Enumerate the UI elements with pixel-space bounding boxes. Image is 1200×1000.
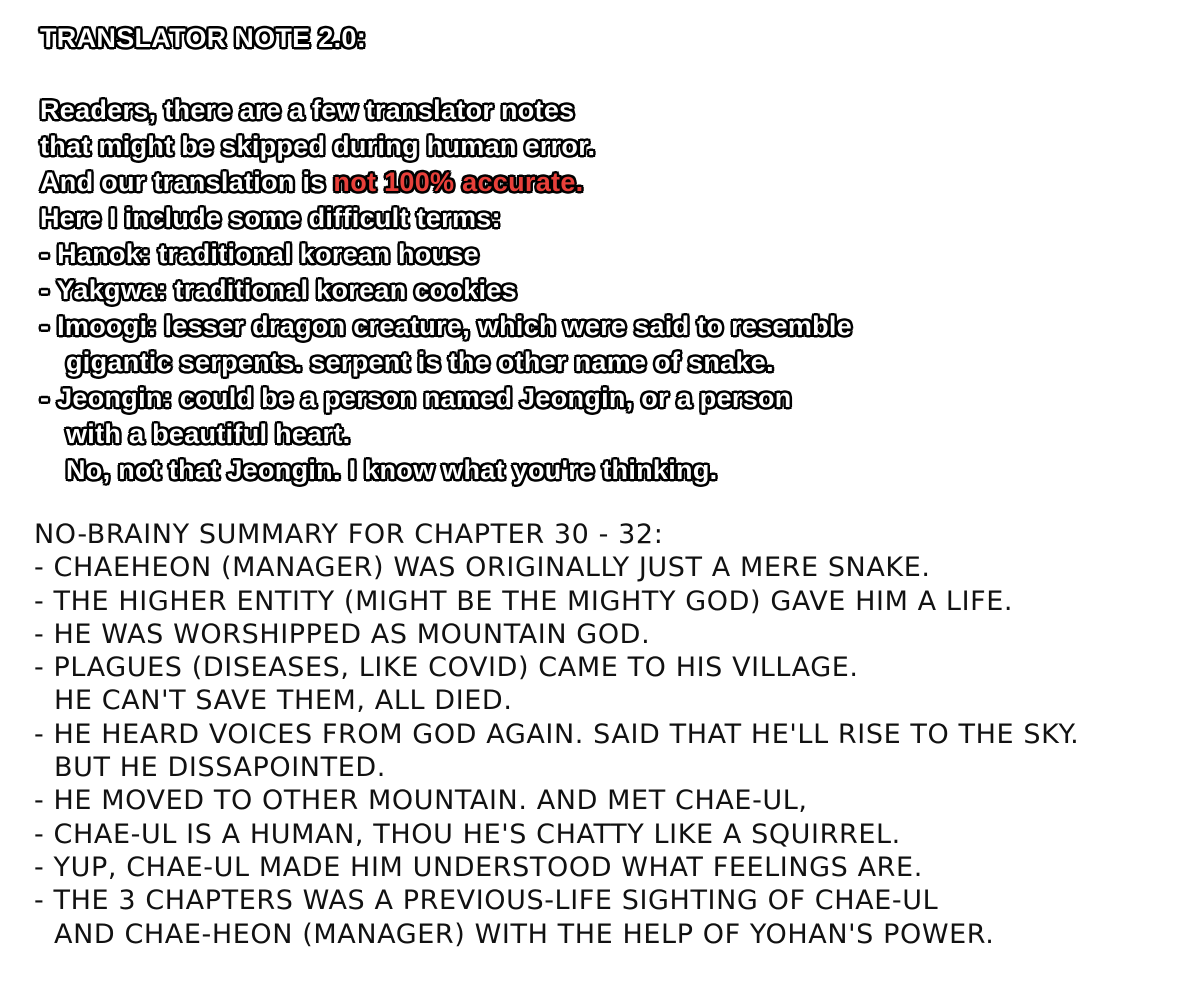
summary-line-continued: AND CHAE-HEON (MANAGER) WITH THE HELP OF YOHAN'S POWER.	[54, 918, 995, 950]
chapter-summary	[34, 518, 1174, 951]
summary-line: - CHAEHEON (MANAGER) WAS ORIGINALLY JUST A MERE SNAKE.	[34, 552, 931, 584]
summary-line: - PLAGUES (DISEASES, LIKE COVID) CAME TO HIS VILLAGE.	[34, 652, 859, 684]
term-yakgwa: - Yakgwa: traditional korean cookies	[40, 275, 517, 305]
term-imoogi-continued: gigantic serpents. serpent is the other name of snake.	[66, 347, 774, 377]
note-intro-line	[40, 164, 1160, 200]
summary-line: - THE HIGHER ENTITY (MIGHT BE THE MIGHTY GOD) GAVE HIM A LIFE.	[34, 585, 1014, 617]
term-jeongin: - Jeongin: could be a person named Jeongin, or a person	[40, 383, 792, 413]
term-hanok: - Hanok: traditional korean house	[40, 239, 479, 269]
summary-line: - HE MOVED TO OTHER MOUNTAIN. AND MET CHAE-UL,	[34, 785, 808, 817]
translator-note	[40, 20, 1160, 488]
accuracy-warning-highlight: not 100% accurate.	[333, 167, 584, 197]
summary-line-continued: BUT HE DISSAPOINTED.	[54, 752, 386, 784]
spacer	[40, 56, 1160, 92]
term-jeongin-joke: No, not that Jeongin. I know what you're thinking.	[66, 455, 718, 485]
summary-line: - CHAE-UL IS A HUMAN, THOU HE'S CHATTY LIKE A SQUIRREL.	[34, 818, 901, 850]
summary-title: NO-BRAINY SUMMARY FOR CHAPTER 30 - 32:	[34, 519, 664, 550]
note-intro-text: And our translation is	[40, 167, 334, 197]
term-jeongin-continued: with a beautiful heart.	[66, 419, 351, 449]
summary-line-continued: HE CAN'T SAVE THEM, ALL DIED.	[54, 685, 513, 717]
note-intro-line: Here I include some difficult terms:	[40, 203, 501, 233]
term-imoogi: - Imoogi: lesser dragon creature, which were said to resemble	[40, 311, 853, 341]
note-intro-line: that might be skipped during human error.	[40, 131, 596, 161]
translator-note-title: TRANSLATOR NOTE 2.0:	[40, 23, 367, 53]
summary-line: - HE HEARD VOICES FROM GOD AGAIN. SAID THAT HE'LL RISE TO THE SKY.	[34, 718, 1080, 750]
summary-line: - YUP, CHAE-UL MADE HIM UNDERSTOOD WHAT FEELINGS ARE.	[34, 851, 923, 883]
note-intro-line: Readers, there are a few translator notes	[40, 95, 575, 125]
summary-line: - HE WAS WORSHIPPED AS MOUNTAIN GOD.	[34, 618, 651, 650]
summary-line: - THE 3 CHAPTERS WAS A PREVIOUS-LIFE SIGHTING OF CHAE-UL	[34, 885, 939, 917]
